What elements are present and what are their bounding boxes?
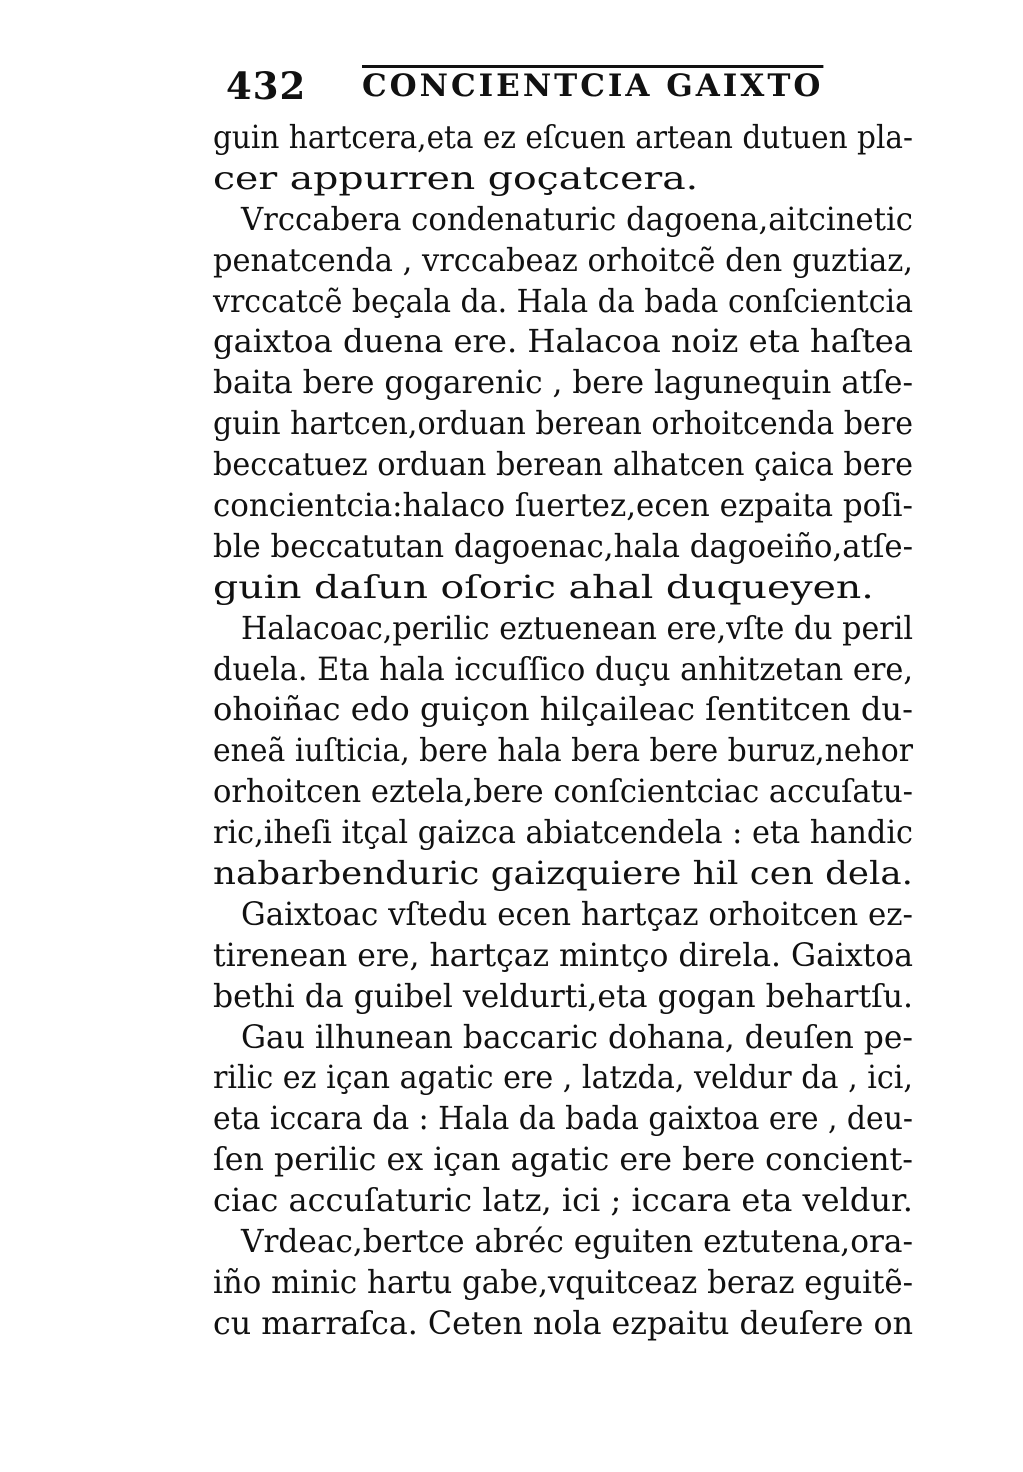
text-line: gaixtoa duena ere. Halacoa noiz eta haſtea xyxy=(213,324,913,361)
text-line: nabarbenduric gaizquiere hil cen dela. xyxy=(213,856,913,893)
text-line: rilic ez içan agatic ere , latzda, veldur da , ici, xyxy=(213,1060,913,1097)
text-line: vrccatcẽ beçala da. Hala da bada conſcientcia xyxy=(213,283,913,320)
text-line: Gau ilhunean baccaric dohana, deuſen pe- xyxy=(241,1019,913,1056)
running-head xyxy=(210,62,910,112)
text-line: cer appurren goçatcera. xyxy=(213,160,699,197)
text-line: orhoitcen eztela,bere conſcientciac accuſatu- xyxy=(213,774,913,811)
page-number: 432 xyxy=(226,64,307,108)
text-line: penatcenda , vrccabeaz orhoitcẽ den guztiaz, xyxy=(213,242,913,279)
text-line: ciac accuſaturic latz, ici ; iccara eta veldur. xyxy=(213,1183,913,1220)
text-line: Gaixtoac vſtedu ecen hartçaz orhoitcen ez- xyxy=(241,896,913,933)
text-line: bethi da guibel veldurti,eta gogan behartſu. xyxy=(213,978,913,1015)
text-line: concientcia:halaco ſuertez,ecen ezpaita poſi- xyxy=(213,488,913,525)
body-text xyxy=(213,118,913,1345)
text-line: guin hartcen,orduan berean orhoitcenda bere xyxy=(213,406,913,443)
text-line: duela. Eta hala iccuſſico duçu anhitzetan ere, xyxy=(213,651,913,688)
text-line: ohoiñac edo guiçon hilçaileac ſentitcen du- xyxy=(213,692,913,729)
text-line: guin daſun oſoric ahal duqueyen. xyxy=(213,569,874,606)
text-line: ble beccatutan dagoenac,hala dagoeiño,atſe- xyxy=(213,528,913,565)
text-line: cu marraſca. Ceten nola ezpaitu deuſere on xyxy=(213,1305,913,1342)
text-line: eneã iuſticia, bere hala bera bere buruz,nehor xyxy=(213,733,913,770)
text-line: Vrccabera condenaturic dagoena,aitcinetic xyxy=(241,201,913,238)
text-line: iño minic hartu gabe,vquitceaz beraz eguitẽ- xyxy=(213,1264,913,1301)
text-line: ric,iheſi itçal gaizca abiatcendela : eta handic xyxy=(213,815,913,852)
text-line: baita bere gogarenic , bere lagunequin atſe- xyxy=(213,365,913,402)
text-line: beccatuez orduan berean alhatcen çaica bere xyxy=(213,447,913,484)
text-line: Halacoac,perilic eztuenean ere,vſte du peril xyxy=(241,610,913,647)
text-line: eta iccara da : Hala da bada gaixtoa ere , deu- xyxy=(213,1101,913,1138)
text-line: tirenean ere, hartçaz mintço direla. Gaixtoa xyxy=(213,937,913,974)
text-line: Vrdeac,bertce abréc eguiten eztutena,ora- xyxy=(241,1224,913,1261)
text-line: guin hartcera,eta ez eſcuen artean dutuen pla- xyxy=(213,120,913,156)
running-head-title: CONCIENTCIA GAIXTO xyxy=(362,68,824,104)
text-line: ſen perilic ex içan agatic ere bere concient- xyxy=(213,1142,914,1179)
